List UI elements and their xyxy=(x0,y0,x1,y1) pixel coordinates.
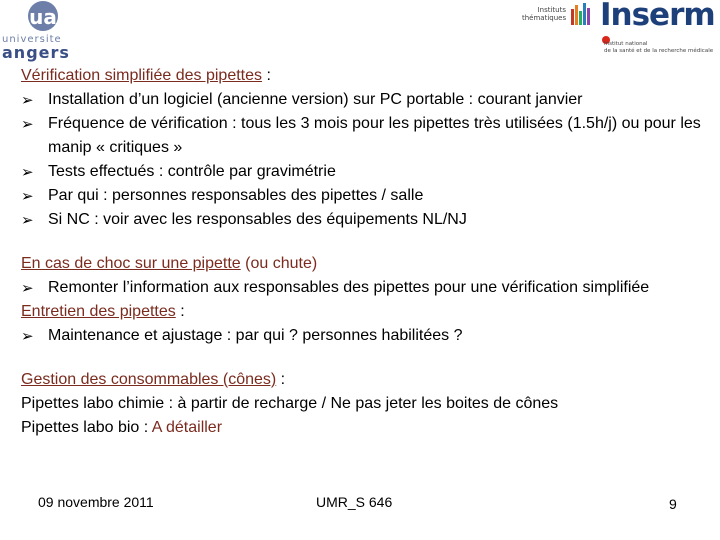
inserm-sub-line1: Institut national xyxy=(604,41,648,47)
heading-suffix: : xyxy=(276,371,286,388)
section-heading-entretien xyxy=(21,300,711,324)
list-item-text: Maintenance et ajustage : par qui ? personnes habilitées ? xyxy=(48,327,463,344)
list-item xyxy=(21,112,711,160)
list-item xyxy=(21,184,711,208)
section-heading-verification xyxy=(21,64,711,88)
bio-prefix: Pipettes labo bio : xyxy=(21,419,152,436)
heading-suffix: : xyxy=(262,67,271,84)
consommables-line-bio xyxy=(21,416,711,440)
list-item-text: Si NC : voir avec les responsables des équipements NL/NJ xyxy=(48,211,467,228)
list-item-text: Tests effectués : contrôle par gravimétrie xyxy=(48,163,336,180)
list-item xyxy=(21,276,711,300)
ua-emblem-icon xyxy=(20,0,66,36)
heading-text: Entretien des pipettes xyxy=(21,303,176,320)
consommables-line-chimie: Pipettes labo chimie : à partir de recharge / Ne pas jeter les boites de cônes xyxy=(21,395,559,412)
list-item-text: Par qui : personnes responsables des pipettes / salle xyxy=(48,187,424,204)
heading-suffix: (ou chute) xyxy=(240,255,318,272)
institutes-bars-icon xyxy=(571,3,593,25)
list-item-text: Remonter l’information aux responsables des pipettes pour une vérification simplifiée xyxy=(48,279,650,296)
slide-content xyxy=(21,64,711,440)
footer-date: 09 novembre 2011 xyxy=(38,494,154,510)
inserm-logo xyxy=(520,0,720,62)
ua-logo-line2: angers xyxy=(2,43,70,62)
list-item-text: Installation d’un logiciel (ancienne version) sur PC portable : courant janvier xyxy=(48,91,583,108)
heading-suffix: : xyxy=(175,303,185,320)
footer-unit: UMR_S 646 xyxy=(316,494,393,510)
list-item xyxy=(21,208,711,232)
list-item xyxy=(21,324,711,348)
arrow-bullet-icon: ➢ xyxy=(21,91,34,109)
institutes-label: Instituts thématiques xyxy=(522,6,567,22)
list-item-text: Fréquence de vérification : tous les 3 mois pour les pipettes très utilisées (1.5h/j) ou pour les manip « critiques » xyxy=(48,115,701,156)
arrow-bullet-icon: ➢ xyxy=(21,327,34,345)
list-item xyxy=(21,160,711,184)
section-heading-choc xyxy=(21,252,711,276)
inserm-sub-line2: de la santé et de la recherche médicale xyxy=(604,48,714,54)
ua-logo-line1: universite xyxy=(2,34,62,45)
page-number: 9 xyxy=(669,496,677,512)
svg-text:ua: ua xyxy=(29,5,57,29)
arrow-bullet-icon: ➢ xyxy=(21,187,34,205)
bio-accent: A détailler xyxy=(151,419,223,436)
inserm-wordmark: Inserm xyxy=(600,0,715,33)
arrow-bullet-icon: ➢ xyxy=(21,163,34,181)
inserm-subtitle xyxy=(604,41,713,55)
arrow-bullet-icon: ➢ xyxy=(21,279,34,297)
universite-angers-logo xyxy=(0,0,72,62)
section-heading-consommables xyxy=(21,368,711,392)
arrow-bullet-icon: ➢ xyxy=(21,115,34,133)
list-item xyxy=(21,88,711,112)
heading-text: En cas de choc sur une pipette xyxy=(21,255,241,272)
heading-text: Vérification simplifiée des pipettes xyxy=(21,67,263,84)
arrow-bullet-icon: ➢ xyxy=(21,211,34,229)
heading-text: Gestion des consommables (cônes) xyxy=(21,371,277,388)
